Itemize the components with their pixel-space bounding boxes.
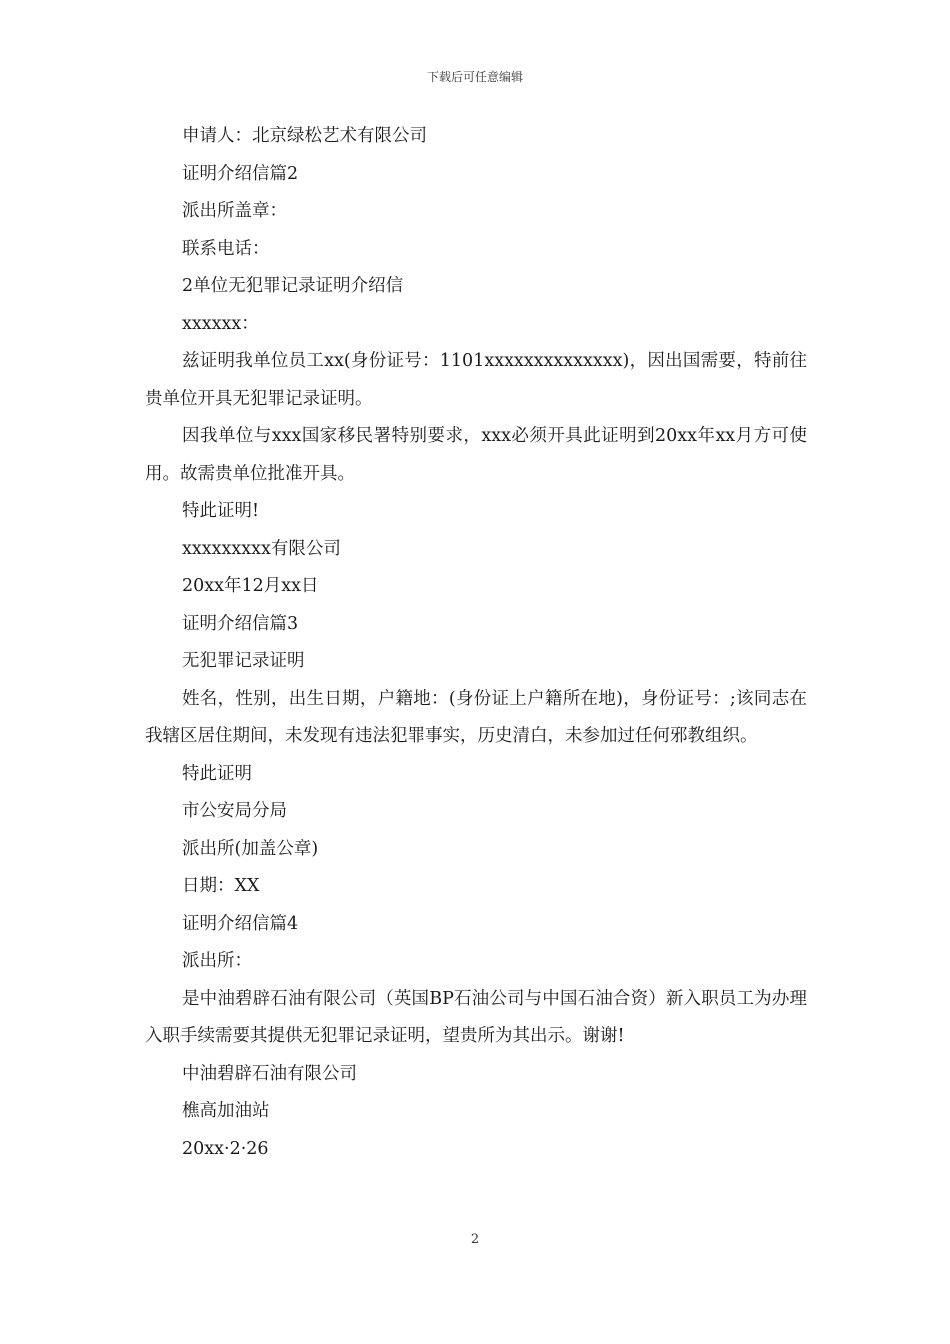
document-body [145,118,807,1168]
paragraph-subtitle: 2单位无犯罪记录证明介绍信 [182,276,404,296]
paragraph-police-station: 派出所(加盖公章) [182,838,319,859]
paragraph-body: 兹证明我单位员工xx(身份证号：1101xxxxxxxxxxxxxx)，因出国需要，特前往贵单位开具无犯罪记录证明。 [145,351,807,409]
paragraph-body: 姓名，性别，出生日期，户籍地：(身份证上户籍所在地)，身份证号：;该同志在我辖区居住期间，未发现有违法犯罪事实，历史清白，未参加过任何邪教组织。 [145,688,807,746]
paragraph-body: 是中油碧辟石油有限公司（英国BP石油公司与中国石油合资）新入职员工为办理入职手续需要其提供无犯罪记录证明，望贵所为其出示。谢谢! [145,988,807,1046]
section-title-3: 证明介绍信篇3 [182,613,299,634]
paragraph-salutation: xxxxxx： [182,313,259,334]
paragraph-date: 20xx·2·26 [182,1138,269,1159]
paragraph-bureau: 市公安局分局 [182,801,287,821]
paragraph-closing: 特此证明 [182,763,252,784]
paragraph-company: xxxxxxxxx有限公司 [182,538,341,559]
paragraph-station: 樵高加油站 [182,1101,270,1121]
paragraph-date: 日期：XX [182,876,260,896]
paragraph-closing: 特此证明! [182,501,260,521]
paragraph-company: 中油碧辟石油有限公司 [182,1063,357,1084]
paragraph-police-stamp: 派出所盖章： [182,201,287,221]
paragraph-phone: 联系电话： [182,238,270,259]
page-header: 下载后可任意编辑 [426,70,523,84]
paragraph-date: 20xx年12月xx日 [182,576,319,596]
paragraph-body: 因我单位与xxx国家移民署特别要求，xxx必须开具此证明到20xx年xx月方可使用。故需贵单位批准开具。 [145,426,807,484]
paragraph-applicant: 申请人：北京绿松艺术有限公司 [182,126,427,146]
paragraph-subtitle: 无犯罪记录证明 [182,651,305,671]
page-number: 2 [470,1232,480,1247]
section-title-2: 证明介绍信篇2 [182,163,299,184]
section-title-4: 证明介绍信篇4 [182,913,299,934]
paragraph-salutation: 派出所： [182,951,252,971]
